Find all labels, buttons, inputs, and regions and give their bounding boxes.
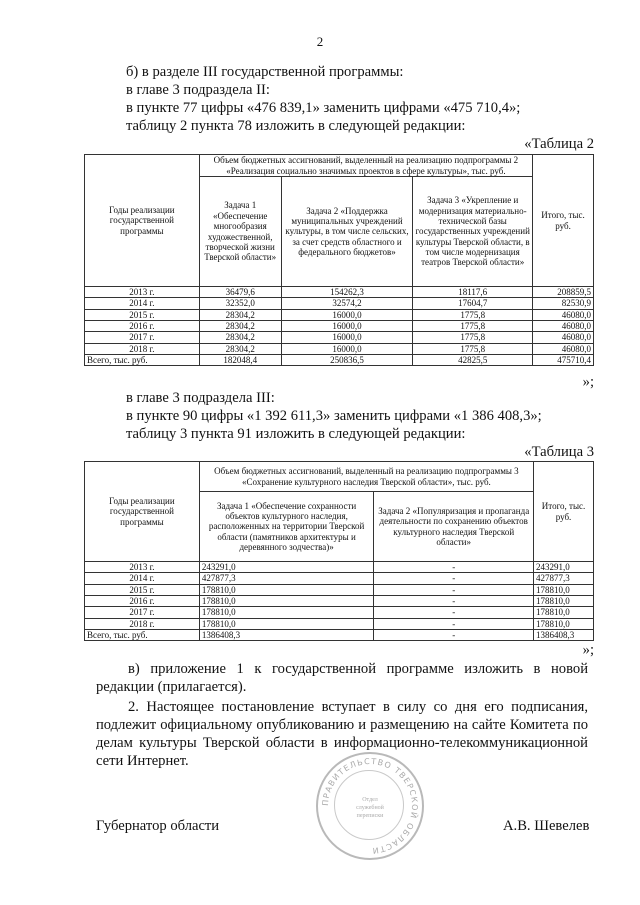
table2-close: »; bbox=[582, 374, 594, 390]
section-b-line-1: б) в разделе III государственной программы: bbox=[126, 64, 404, 80]
page-number: 2 bbox=[316, 34, 324, 49]
table2-caption: «Таблица 2 bbox=[524, 136, 594, 152]
section-b-line-2: в главе 3 подраздела II: bbox=[126, 82, 270, 98]
official-stamp bbox=[316, 752, 424, 860]
stamp-inner-text: Отдел служебной переписки bbox=[356, 797, 384, 819]
table2-row-2016: 2016 г. 28304,2 16000,0 1775,8 46080,0 bbox=[85, 321, 594, 332]
table3-col-years: Годы реализации государственной программы bbox=[85, 462, 200, 562]
section-b-line-3: в пункте 77 цифры «476 839,1» заменить цифрами «475 710,4»; bbox=[126, 100, 521, 116]
table-3 bbox=[84, 461, 594, 641]
section-c-line-2: в пункте 90 цифры «1 392 611,3» заменить цифрами «1 386 408,3»; bbox=[126, 408, 542, 424]
section-c-line-1: в главе 3 подраздела III: bbox=[126, 390, 275, 406]
table3-row-2018: 2018 г. 178810,0 - 178810,0 bbox=[85, 618, 594, 629]
table2-task3: Задача 3 «Укрепление и модернизация материально-технической базы государственных учреждений культуры Тверской области, в том числе модернизация театров Тверской области» bbox=[413, 177, 533, 287]
table-2 bbox=[84, 154, 594, 366]
table2-col-years: Годы реализации государственной программы bbox=[85, 155, 200, 287]
table2-row-2014: 2014 г. 32352,0 32574,2 17604,7 82530,9 bbox=[85, 298, 594, 309]
table3-col-total: Итого, тыс. руб. bbox=[534, 462, 594, 562]
paragraph-2-text: 2. Настоящее постановление вступает в силу со дня его подписания, подлежит официальному опубликованию и размещению на сайте Комитета по делам культуры Тверской области в информационно-телекоммуникационной сети Интернет. bbox=[96, 699, 588, 769]
table2-row-2015: 2015 г. 28304,2 16000,0 1775,8 46080,0 bbox=[85, 309, 594, 320]
table2-row-2013: 2013 г. 36479,6 154262,3 18117,6 208859,5 bbox=[85, 287, 594, 298]
section-b-line-4: таблицу 2 пункта 78 изложить в следующей редакции: bbox=[126, 118, 466, 134]
table3-row-2016: 2016 г. 178810,0 - 178810,0 bbox=[85, 596, 594, 607]
table2-header: Объем бюджетных ассигнований, выделенный на реализацию подпрограммы 2 «Реализация социально значимых проектов в сфере культуры», тыс. руб. bbox=[199, 155, 532, 177]
stamp-ring-text: ПРАВИТЕЛЬСТВО ТВЕРСКОЙ ОБЛАСТИ bbox=[320, 756, 420, 856]
table3-row-2015: 2015 г. 178810,0 - 178810,0 bbox=[85, 584, 594, 595]
table3-row-2017: 2017 г. 178810,0 - 178810,0 bbox=[85, 607, 594, 618]
table3-close: »; bbox=[582, 642, 594, 658]
table3-row-2014: 2014 г. 427877,3 - 427877,3 bbox=[85, 573, 594, 584]
signature-title: Губернатор области bbox=[96, 818, 220, 834]
section-c-line-3: таблицу 3 пункта 91 изложить в следующей редакции: bbox=[126, 426, 466, 442]
table2-col-total: Итого, тыс. руб. bbox=[533, 155, 594, 287]
paragraph-v-text: в) приложение 1 к государственной программе изложить в новой редакции (прилагается). bbox=[96, 661, 588, 695]
table2-row-2018: 2018 г. 28304,2 16000,0 1775,8 46080,0 bbox=[85, 343, 594, 354]
signature-name: А.В. Шевелев bbox=[503, 818, 590, 834]
table3-row-2013: 2013 г. 243291,0 - 243291,0 bbox=[85, 562, 594, 573]
table3-task1: Задача 1 «Обеспечение сохранности объектов культурного наследия, расположенных на территории Тверской области (памятников архитектуры и деревянного зодчества)» bbox=[199, 492, 374, 562]
table2-row-total: Всего, тыс. руб. 182048,4 250836,5 42825,5 475710,4 bbox=[85, 355, 594, 366]
table3-header: Объем бюджетных ассигнований, выделенный на реализацию подпрограммы 3 «Сохранение культурного наследия Тверской области», тыс. руб. bbox=[199, 462, 533, 492]
table3-row-total: Всего, тыс. руб. 1386408,3 - 1386408,3 bbox=[85, 630, 594, 641]
paragraph-v bbox=[96, 660, 588, 696]
table2-row-2017: 2017 г. 28304,2 16000,0 1775,8 46080,0 bbox=[85, 332, 594, 343]
table3-task2: Задача 2 «Популяризация и пропаганда деятельности по сохранению объектов культурного наследия Тверской области» bbox=[374, 492, 534, 562]
svg-text:ПРАВИТЕЛЬСТВО ТВЕРСКОЙ ОБЛАСТИ bbox=[321, 757, 421, 855]
table2-task1: Задача 1 «Обеспечение многообразия художественной, творческой жизни Тверской области» bbox=[199, 177, 281, 287]
table2-task2: Задача 2 «Поддержка муниципальных учреждений культуры, в том числе сельских, за счет средств областного и федерального бюджетов» bbox=[281, 177, 413, 287]
stamp-ring-icon bbox=[318, 754, 422, 858]
table3-caption: «Таблица 3 bbox=[524, 444, 594, 460]
